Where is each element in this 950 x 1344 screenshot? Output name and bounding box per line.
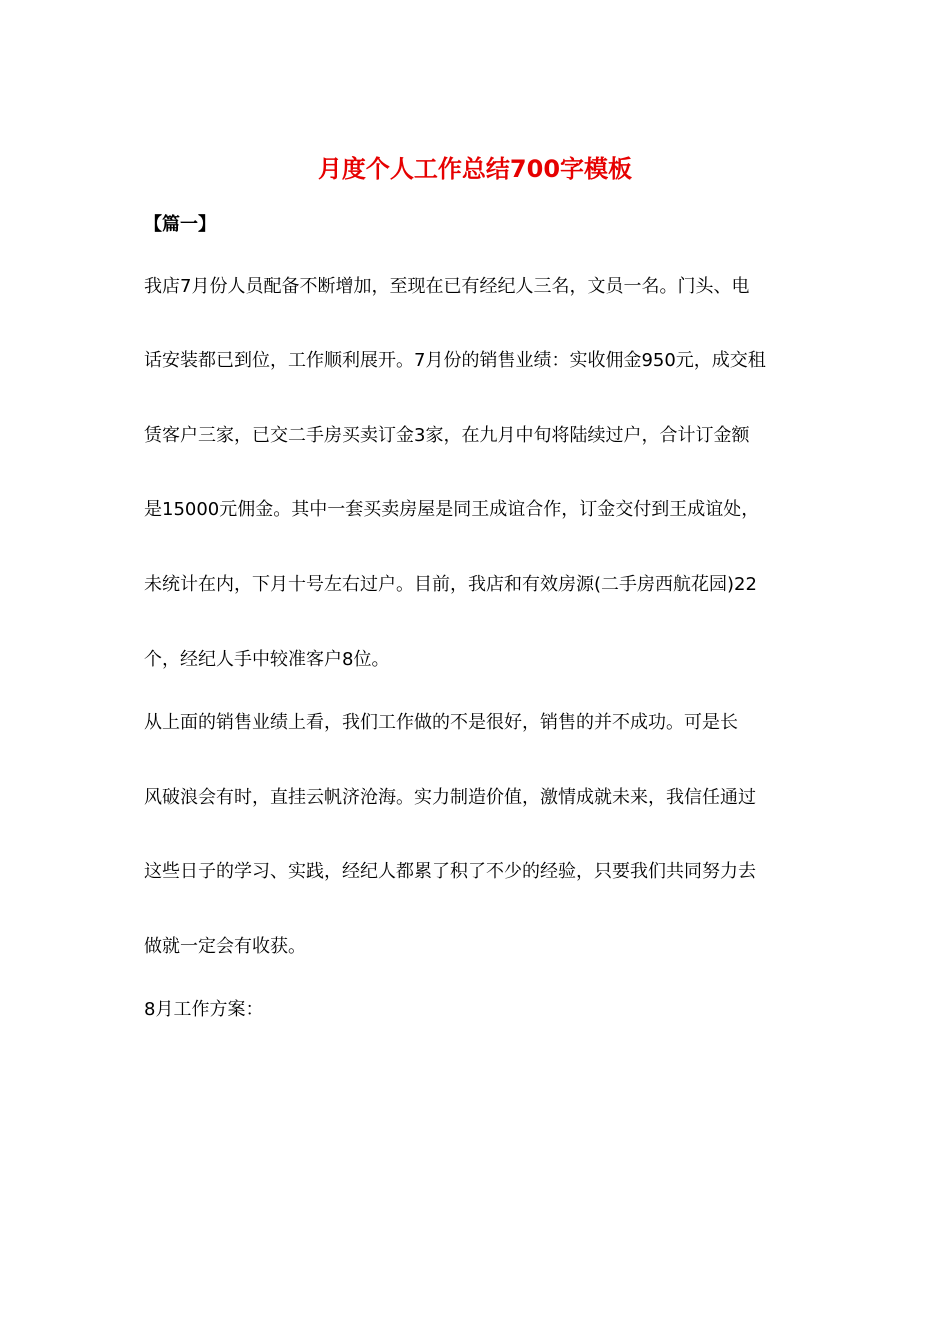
paragraph-line: 做就一定会有收获。 [144, 936, 306, 957]
section-label: 【篇一】 [144, 214, 216, 235]
paragraph-line: 个，经纪人手中较准客户8位。 [144, 649, 390, 670]
paragraph-line: 话安装都已到位，工作顺利展开。7月份的销售业绩：实收佣金950元，成交租 [144, 350, 766, 371]
paragraph-line: 未统计在内，下月十号左右过户。目前，我店和有效房源(二手房西航花园)22 [144, 574, 757, 595]
paragraph-line: 赁客户三家，已交二手房买卖订金3家，在九月中旬将陆续过户，合计订金额 [144, 425, 750, 446]
paragraph-line: 我店7月份人员配备不断增加，至现在已有经纪人三名，文员一名。门头、电 [144, 276, 750, 297]
document-title: 月度个人工作总结700字模板 [317, 155, 633, 183]
paragraph-line: 风破浪会有时，直挂云帆济沧海。实力制造价值，激情成就未来，我信任通过 [144, 787, 756, 808]
paragraph-line: 这些日子的学习、实践，经纪人都累了积了不少的经验，只要我们共同努力去 [144, 861, 756, 882]
paragraph-line: 从上面的销售业绩上看，我们工作做的不是很好，销售的并不成功。可是长 [144, 712, 738, 733]
paragraph-line: 是15000元佣金。其中一套买卖房屋是同王成谊合作，订金交付到王成谊处， [144, 499, 760, 520]
paragraph-line: 8月工作方案： [144, 999, 264, 1020]
